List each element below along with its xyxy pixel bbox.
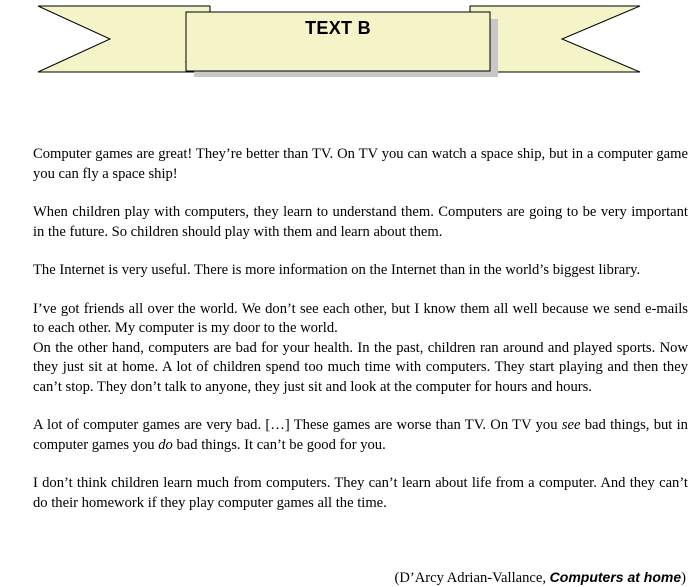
paragraph: [33, 300, 688, 339]
source-book-title: Computers at home: [549, 569, 682, 585]
source-open-paren: (: [394, 570, 400, 586]
paragraph: [33, 261, 688, 281]
paragraph-text: bad things. It can’t be good for you.: [172, 436, 386, 453]
paragraph-text: When children play with computers, they learn to understand them. Computers are going to be very important in the future. So children should play with them and learn about them.: [33, 204, 688, 240]
paragraph: [33, 203, 688, 242]
paragraph-text: A lot of computer games are very bad. […] These games are worse than TV. On TV you: [33, 417, 562, 433]
title-banner: [0, 0, 700, 90]
paragraph-text: The Internet is very useful. There is more information on the Internet than in the world’s biggest library.: [33, 262, 641, 278]
paragraph-text: bad things, but in computer games you: [33, 417, 688, 453]
ribbon-left-tail: [38, 6, 210, 72]
emphasis-text: do: [158, 436, 173, 453]
ribbon-graphic: [0, 0, 700, 90]
paragraph: [33, 145, 688, 184]
paragraph: [33, 474, 688, 513]
source-close-paren: ): [681, 570, 686, 586]
paragraph-text: Computer games are great! They’re better than TV. On TV you can watch a space ship, but in a computer game you can fly a space ship!: [33, 146, 688, 182]
source-citation: [394, 568, 686, 587]
paragraph-text: I don’t think children learn much from computers. They can’t learn about life from a computer. And they can’t do their homework if they play computer games all the time.: [33, 475, 688, 511]
emphasis-text: see: [561, 417, 581, 433]
paragraph: [33, 339, 688, 398]
source-author: D’Arcy Adrian-Vallance,: [399, 570, 550, 586]
page-title: TEXT B: [305, 18, 371, 38]
paragraph-text: I’ve got friends all over the world. We don’t see each other, but I know them all well because we send e-mails to each other. My computer is my door to the world.: [33, 300, 688, 336]
article-body: [33, 145, 688, 532]
paragraph-text: On the other hand, computers are bad for your health. In the past, children ran around and played sports. Now they just sit at home. A lot of children spend too much time with computers. They start playing and then they can’t stop. They don’t talk to anyone, they just sit and look at the computer for hours and hours.: [33, 339, 688, 395]
paragraph: [33, 416, 688, 455]
